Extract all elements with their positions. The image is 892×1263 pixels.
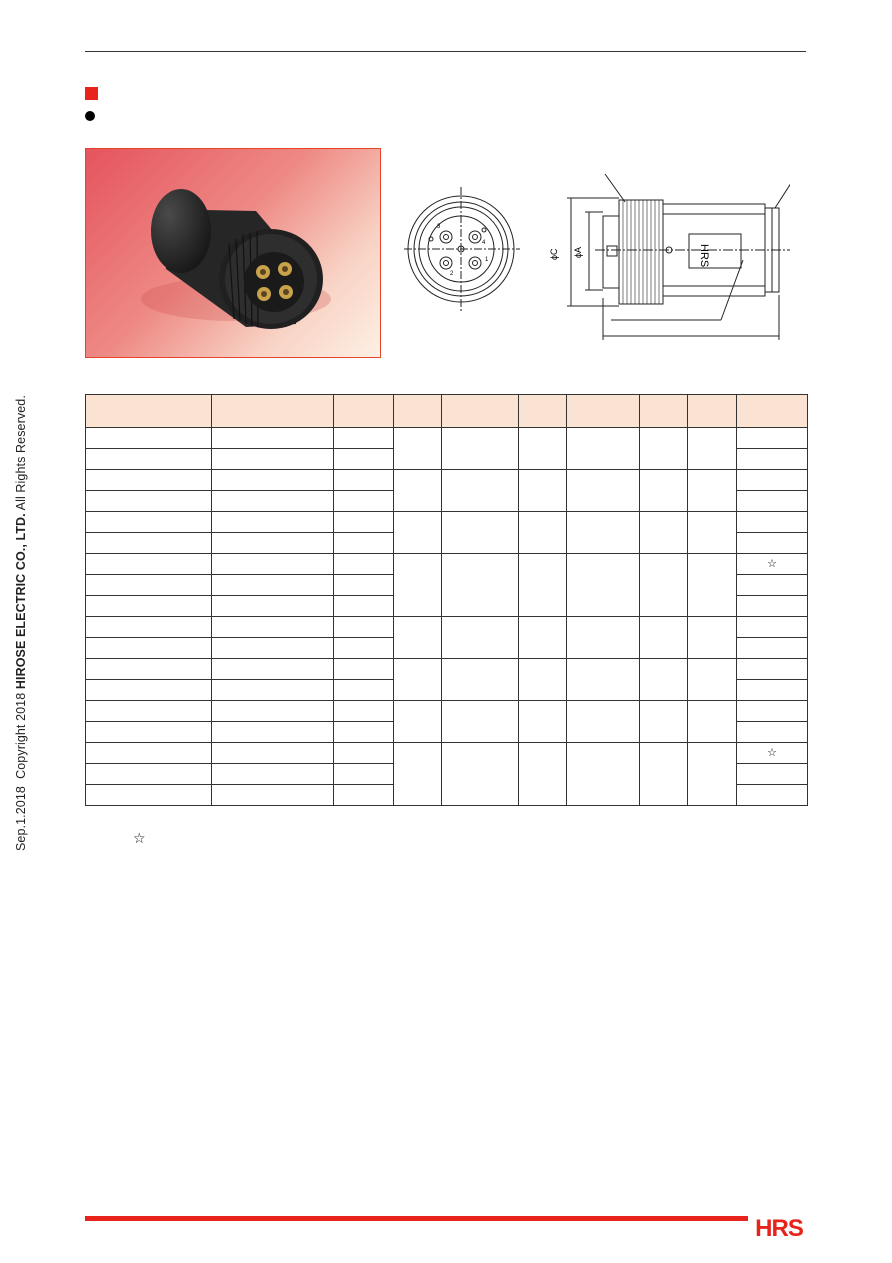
- table-cell: [737, 491, 808, 512]
- table-cell: [212, 743, 334, 764]
- table-cell: [212, 575, 334, 596]
- table-cell: [640, 743, 688, 806]
- header-cell: [394, 395, 442, 428]
- table-cell: [737, 638, 808, 659]
- header-cell: [688, 395, 737, 428]
- table-cell: [442, 659, 519, 701]
- header-cell: [334, 395, 394, 428]
- table-cell: [86, 638, 212, 659]
- table-row: [86, 512, 808, 533]
- table-cell: [86, 470, 212, 491]
- table-cell: [212, 680, 334, 701]
- table-cell: [442, 512, 519, 554]
- table-cell: [737, 659, 808, 680]
- table-cell: [519, 659, 567, 701]
- table-header-row: [86, 395, 808, 428]
- table-cell: [737, 449, 808, 470]
- table-cell: [212, 617, 334, 638]
- copyright-date: Sep.1.2018: [14, 786, 28, 851]
- table-cell: [212, 554, 334, 575]
- table-cell: [212, 722, 334, 743]
- table-cell: [567, 743, 640, 806]
- table-cell: [212, 701, 334, 722]
- table-cell: [519, 743, 567, 806]
- table-cell: [442, 470, 519, 512]
- table-cell: [442, 554, 519, 617]
- star-icon: ☆: [737, 554, 808, 575]
- note-star-icon: ☆: [133, 830, 146, 846]
- table-cell: [737, 617, 808, 638]
- header-cell: [86, 395, 212, 428]
- table-cell: [688, 554, 737, 617]
- table-row: [86, 554, 808, 575]
- table-cell: [688, 512, 737, 554]
- table-row: [86, 743, 808, 764]
- table-cell: [567, 617, 640, 659]
- table-cell: [640, 428, 688, 470]
- front-view-drawing: [402, 183, 522, 320]
- table-cell: [394, 701, 442, 743]
- table-cell: [442, 743, 519, 806]
- table-cell: [519, 701, 567, 743]
- table-cell: [334, 533, 394, 554]
- header-cell: [519, 395, 567, 428]
- table-cell: [86, 785, 212, 806]
- header-cell: [567, 395, 640, 428]
- table-cell: [737, 596, 808, 617]
- table-cell: [737, 533, 808, 554]
- table-cell: [212, 785, 334, 806]
- table-cell: [567, 512, 640, 554]
- table-cell: [86, 680, 212, 701]
- table-cell: [86, 512, 212, 533]
- brand-mark-label: HRS: [698, 244, 710, 268]
- table-cell: [212, 596, 334, 617]
- pin-label-3: 3: [437, 224, 441, 230]
- table-cell: [86, 449, 212, 470]
- dim-c-label: ϕC: [549, 248, 559, 260]
- table-cell: [212, 533, 334, 554]
- table-cell: [567, 659, 640, 701]
- table-cell: [86, 701, 212, 722]
- table-cell: [212, 470, 334, 491]
- table-cell: [519, 617, 567, 659]
- table-cell: [86, 575, 212, 596]
- table-cell: [737, 680, 808, 701]
- table-cell: [688, 617, 737, 659]
- table-cell: [394, 743, 442, 806]
- table-cell: [737, 722, 808, 743]
- table-cell: [394, 659, 442, 701]
- table-cell: [567, 701, 640, 743]
- table-row: [86, 617, 808, 638]
- table-cell: [519, 554, 567, 617]
- table-cell: [334, 638, 394, 659]
- table-cell: [334, 701, 394, 722]
- table-cell: [334, 659, 394, 680]
- bullet-dot-icon: [85, 111, 95, 121]
- table-cell: [334, 785, 394, 806]
- dim-a-label: ϕA: [573, 246, 583, 258]
- copyright-company: HIROSE ELECTRIC CO., LTD.: [14, 513, 28, 690]
- table-row: [86, 701, 808, 722]
- table-cell: [688, 743, 737, 806]
- table-cell: [334, 449, 394, 470]
- table-cell: [519, 470, 567, 512]
- table-cell: [86, 554, 212, 575]
- copyright-rights: All Rights Reserved.: [14, 395, 28, 511]
- table-cell: [567, 470, 640, 512]
- table-cell: [737, 701, 808, 722]
- table-cell: [86, 617, 212, 638]
- table-cell: [334, 575, 394, 596]
- table-cell: [334, 722, 394, 743]
- table-cell: [334, 596, 394, 617]
- table-cell: [394, 617, 442, 659]
- red-square-icon: [85, 87, 98, 100]
- table-row: [86, 470, 808, 491]
- bottom-rule: [85, 1216, 748, 1221]
- table-cell: [394, 512, 442, 554]
- table-cell: [640, 659, 688, 701]
- logo-text: HRS: [755, 1215, 803, 1242]
- table-cell: [334, 554, 394, 575]
- side-view-drawing: [545, 170, 790, 350]
- table-cell: [640, 512, 688, 554]
- table-cell: [334, 764, 394, 785]
- table-cell: [334, 743, 394, 764]
- table-cell: [688, 701, 737, 743]
- table-cell: [519, 428, 567, 470]
- table-cell: [737, 764, 808, 785]
- table-cell: [737, 512, 808, 533]
- table-cell: [442, 428, 519, 470]
- table-cell: [394, 428, 442, 470]
- table-cell: [394, 554, 442, 617]
- header-cell: [737, 395, 808, 428]
- table-cell: [688, 659, 737, 701]
- header-cell: [442, 395, 519, 428]
- table-cell: [86, 764, 212, 785]
- table-cell: [640, 701, 688, 743]
- table-cell: [334, 680, 394, 701]
- table-cell: [640, 617, 688, 659]
- table-cell: [86, 659, 212, 680]
- table-cell: [737, 575, 808, 596]
- table-cell: [567, 554, 640, 617]
- table-cell: [86, 428, 212, 449]
- table-cell: [688, 470, 737, 512]
- table-cell: [442, 617, 519, 659]
- spec-table: [85, 394, 808, 806]
- table-cell: [212, 512, 334, 533]
- table-cell: [212, 764, 334, 785]
- table-cell: [86, 722, 212, 743]
- top-rule: [85, 51, 806, 52]
- table-cell: [86, 596, 212, 617]
- table-cell: [737, 428, 808, 449]
- table-cell: [212, 491, 334, 512]
- table-cell: [334, 617, 394, 638]
- table-cell: [334, 470, 394, 491]
- table-cell: [640, 470, 688, 512]
- table-cell: [334, 512, 394, 533]
- table-cell: [442, 701, 519, 743]
- pin-label-1: 1: [485, 257, 489, 263]
- table-row: [86, 659, 808, 680]
- pin-label-2: 2: [450, 271, 454, 277]
- table-cell: [86, 743, 212, 764]
- table-cell: [334, 491, 394, 512]
- table-cell: [519, 512, 567, 554]
- table-cell: [640, 554, 688, 617]
- pin-label-4: 4: [482, 240, 486, 246]
- table-row: [86, 428, 808, 449]
- table-cell: [212, 638, 334, 659]
- header-cell: [212, 395, 334, 428]
- copyright-year: Copyright 2018: [14, 692, 28, 779]
- table-cell: [567, 428, 640, 470]
- table-cell: [212, 659, 334, 680]
- side-copyright: [14, 395, 28, 851]
- star-icon: ☆: [737, 743, 808, 764]
- table-cell: [334, 428, 394, 449]
- table-cell: [212, 449, 334, 470]
- table-cell: [688, 428, 737, 470]
- header-cell: [640, 395, 688, 428]
- table-cell: [86, 533, 212, 554]
- table-cell: [86, 491, 212, 512]
- product-photo: [85, 148, 381, 358]
- hrs-logo: [752, 1211, 806, 1248]
- table-cell: [212, 428, 334, 449]
- table-cell: [737, 785, 808, 806]
- table-cell: [394, 470, 442, 512]
- table-cell: [737, 470, 808, 491]
